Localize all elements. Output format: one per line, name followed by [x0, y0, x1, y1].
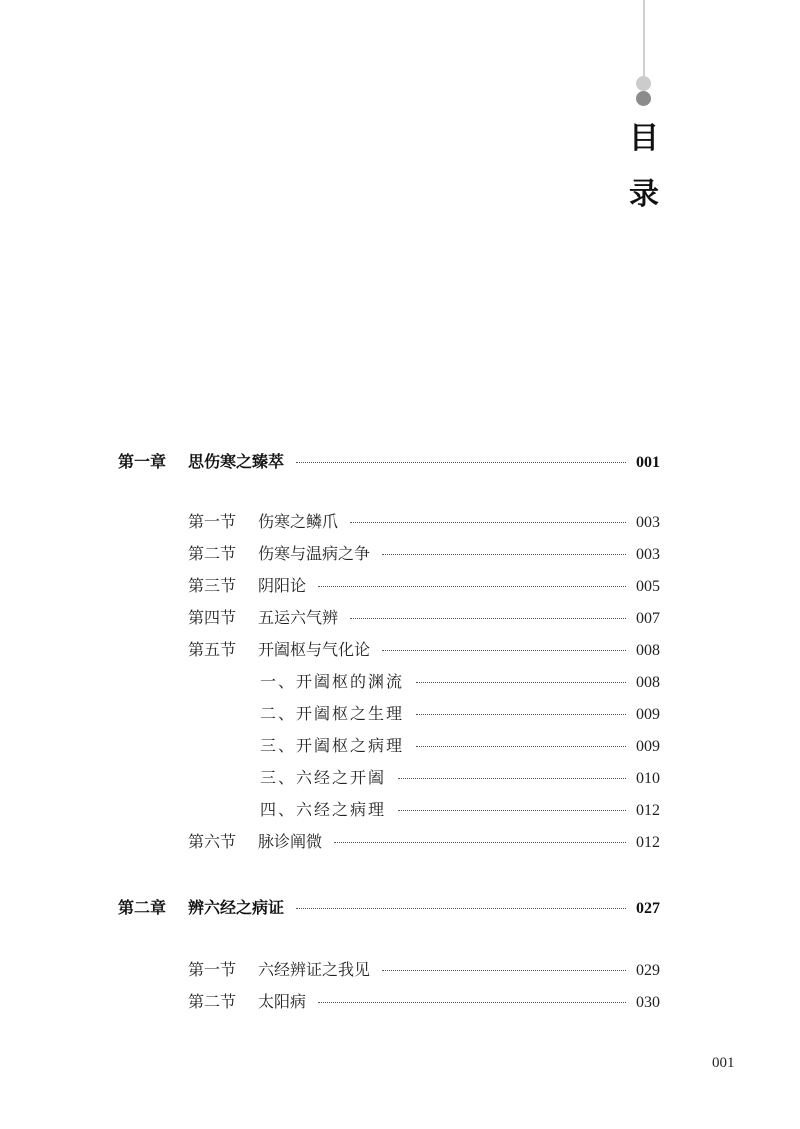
toc-entry-sub[interactable] — [260, 736, 660, 757]
toc-page: 008 — [636, 642, 660, 659]
toc-label: 第二章 — [118, 898, 167, 917]
dot-leader — [296, 908, 626, 909]
decorative-line — [643, 0, 645, 78]
toc-page: 003 — [636, 546, 660, 563]
toc-entry-sub[interactable] — [260, 704, 660, 725]
toc-title: 二、开阖枢之生理 — [260, 704, 405, 723]
toc-title: 四、六经之病理 — [260, 800, 387, 819]
dot-leader — [398, 778, 626, 779]
page-number: 001 — [712, 1055, 735, 1071]
toc-title: 阴阳论 — [258, 576, 307, 595]
dot-leader — [334, 842, 626, 843]
dot-leader — [382, 650, 626, 651]
toc-page: 001 — [636, 454, 660, 471]
toc-entry-section[interactable] — [188, 992, 660, 1013]
toc-entry-sub[interactable] — [260, 768, 660, 789]
toc-label: 第二节 — [188, 544, 237, 563]
toc-title: 五运六气辨 — [258, 608, 339, 627]
dot-leader — [382, 970, 626, 971]
toc-entry-section[interactable] — [188, 608, 660, 629]
toc-page: 012 — [636, 834, 660, 851]
toc-page: 012 — [636, 802, 660, 819]
toc-page: 003 — [636, 514, 660, 531]
toc-title: 辨六经之病证 — [188, 898, 285, 917]
toc-title: 三、六经之开阖 — [260, 768, 387, 787]
toc-page: 027 — [636, 900, 660, 917]
toc-label: 第一章 — [118, 452, 167, 471]
heading-char-1: 目 — [629, 121, 659, 156]
toc-title: 脉诊阐微 — [258, 832, 323, 851]
toc-label: 第一节 — [188, 512, 237, 531]
dot-leader — [350, 522, 626, 523]
toc-label: 第四节 — [188, 608, 237, 627]
toc-entry-section[interactable] — [188, 832, 660, 853]
toc-entry-section[interactable] — [188, 544, 660, 565]
decorative-dot-dark — [636, 91, 651, 106]
dot-leader — [318, 586, 626, 587]
toc-entry-section[interactable] — [188, 512, 660, 533]
toc-label: 第二节 — [188, 992, 237, 1011]
toc-label: 第三节 — [188, 576, 237, 595]
toc-title: 开阖枢与气化论 — [258, 640, 371, 659]
dot-leader — [382, 554, 626, 555]
toc-label: 第六节 — [188, 832, 237, 851]
dot-leader — [318, 1002, 626, 1003]
toc-page: 009 — [636, 738, 660, 755]
toc-title: 伤寒与温病之争 — [258, 544, 371, 563]
dot-leader — [416, 682, 626, 683]
toc-page: 008 — [636, 674, 660, 691]
toc-title: 思伤寒之臻萃 — [188, 452, 285, 471]
toc-label: 第一节 — [188, 960, 237, 979]
toc-page: 029 — [636, 962, 660, 979]
toc-entry-chapter[interactable] — [118, 452, 660, 473]
toc-page: 005 — [636, 578, 660, 595]
toc-entry-sub[interactable] — [260, 672, 660, 693]
toc-page: 010 — [636, 770, 660, 787]
toc-entry-section[interactable] — [188, 576, 660, 597]
toc-title: 六经辨证之我见 — [258, 960, 371, 979]
toc-entry-chapter[interactable] — [118, 898, 660, 919]
toc-page: 009 — [636, 706, 660, 723]
toc-label: 第五节 — [188, 640, 237, 659]
toc-entry-section[interactable] — [188, 960, 660, 981]
heading-char-2: 录 — [629, 177, 659, 212]
dot-leader — [416, 714, 626, 715]
toc-title: 太阳病 — [258, 992, 307, 1011]
toc-page: 007 — [636, 610, 660, 627]
decorative-dot-light — [636, 76, 651, 91]
dot-leader — [296, 462, 626, 463]
toc-title: 三、开阖枢之病理 — [260, 736, 405, 755]
toc-title: 伤寒之鳞爪 — [258, 512, 339, 531]
toc-page: 030 — [636, 994, 660, 1011]
toc-entry-sub[interactable] — [260, 800, 660, 821]
dot-leader — [350, 618, 626, 619]
dot-leader — [398, 810, 626, 811]
dot-leader — [416, 746, 626, 747]
toc-entry-section[interactable] — [188, 640, 660, 661]
toc-title: 一、开阖枢的渊流 — [260, 672, 405, 691]
